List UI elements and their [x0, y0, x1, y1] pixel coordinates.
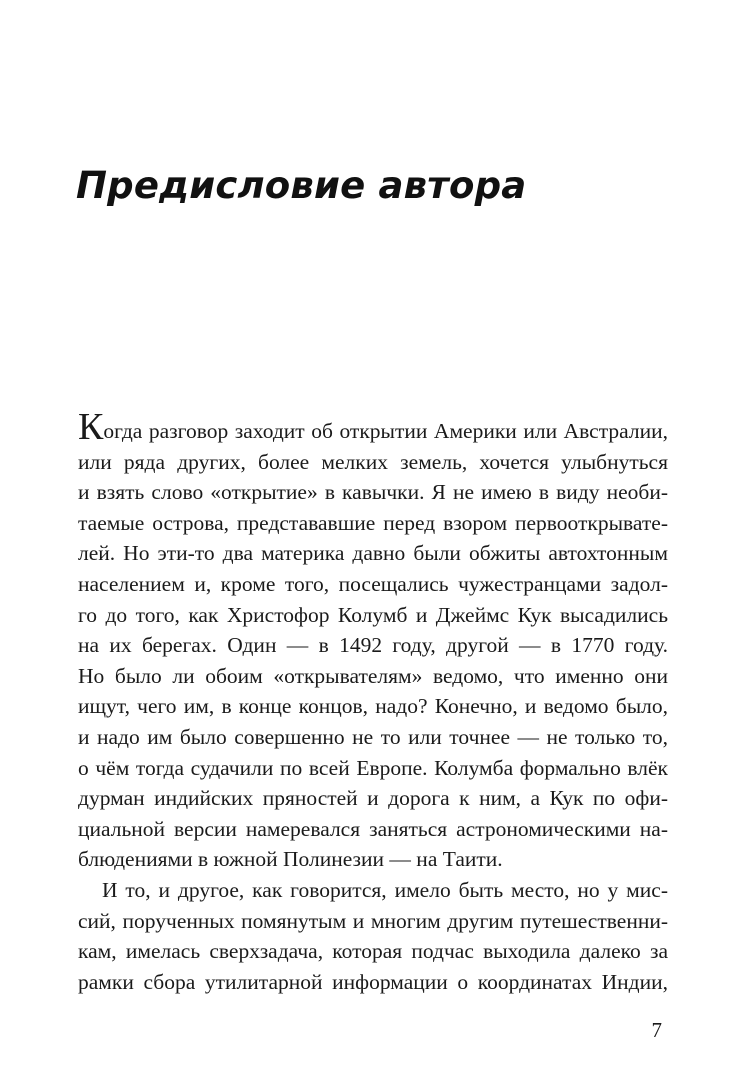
paragraph-1	[78, 406, 668, 875]
text-line: ищут, чего им, в конце концов, надо? Конечно, и ведомо было,	[78, 694, 668, 719]
chapter-title: Предисловие автора	[76, 164, 527, 207]
text-line: и надо им было совершенно не то или точнее — не только то,	[78, 724, 668, 749]
text-line: И то, и другое, как говорится, имело быть место, но у мис-	[102, 877, 668, 902]
text-line: сий, порученных помянутым и многим другим путешественни-	[78, 908, 668, 933]
text-line: рамки сбора утилитарной информации о координатах Индии,	[78, 969, 668, 994]
text-line: Но было ли обоим «открывателям» ведомо, что именно они	[78, 663, 668, 688]
text-line: и взять слово «открытие» в кавычки. Я не имею в виду необи-	[78, 480, 668, 505]
text-line: таемые острова, представавшие перед взором первооткрывате-	[78, 510, 668, 535]
text-line: о чём тогда судачили по всей Европе. Колумба формально влёк	[78, 755, 668, 780]
text-line: лей. Но эти-то два материка давно были обжиты автохтонным	[78, 541, 668, 566]
text-line: на их берегах. Один — в 1492 году, другой — в 1770 году.	[78, 633, 668, 658]
text-line: Когда разговор заходит об открытии Америки или Австралии,	[78, 406, 668, 448]
text-line: населением и, кроме того, посещались чужестранцами задол-	[78, 571, 668, 596]
text-line: го до того, как Христофор Колумб и Джеймс Кук высадились	[78, 602, 668, 627]
text-line: или ряда других, более мелких земель, хочется улыбнуться	[78, 449, 668, 474]
page-number: 7	[651, 1018, 662, 1042]
drop-cap: К	[78, 406, 104, 448]
text-line: циальной версии намеревался заняться астрономическими на-	[78, 816, 668, 841]
text-line: кам, имелась сверхзадача, которая подчас выходила далеко за	[78, 939, 668, 964]
paragraph-2	[78, 875, 668, 997]
text-line: дурман индийских пряностей и дорога к ним, а Кук по офи-	[78, 786, 668, 811]
text-line: блюдениями в южной Полинезии — на Таити.	[78, 847, 503, 872]
body-text	[78, 406, 668, 997]
